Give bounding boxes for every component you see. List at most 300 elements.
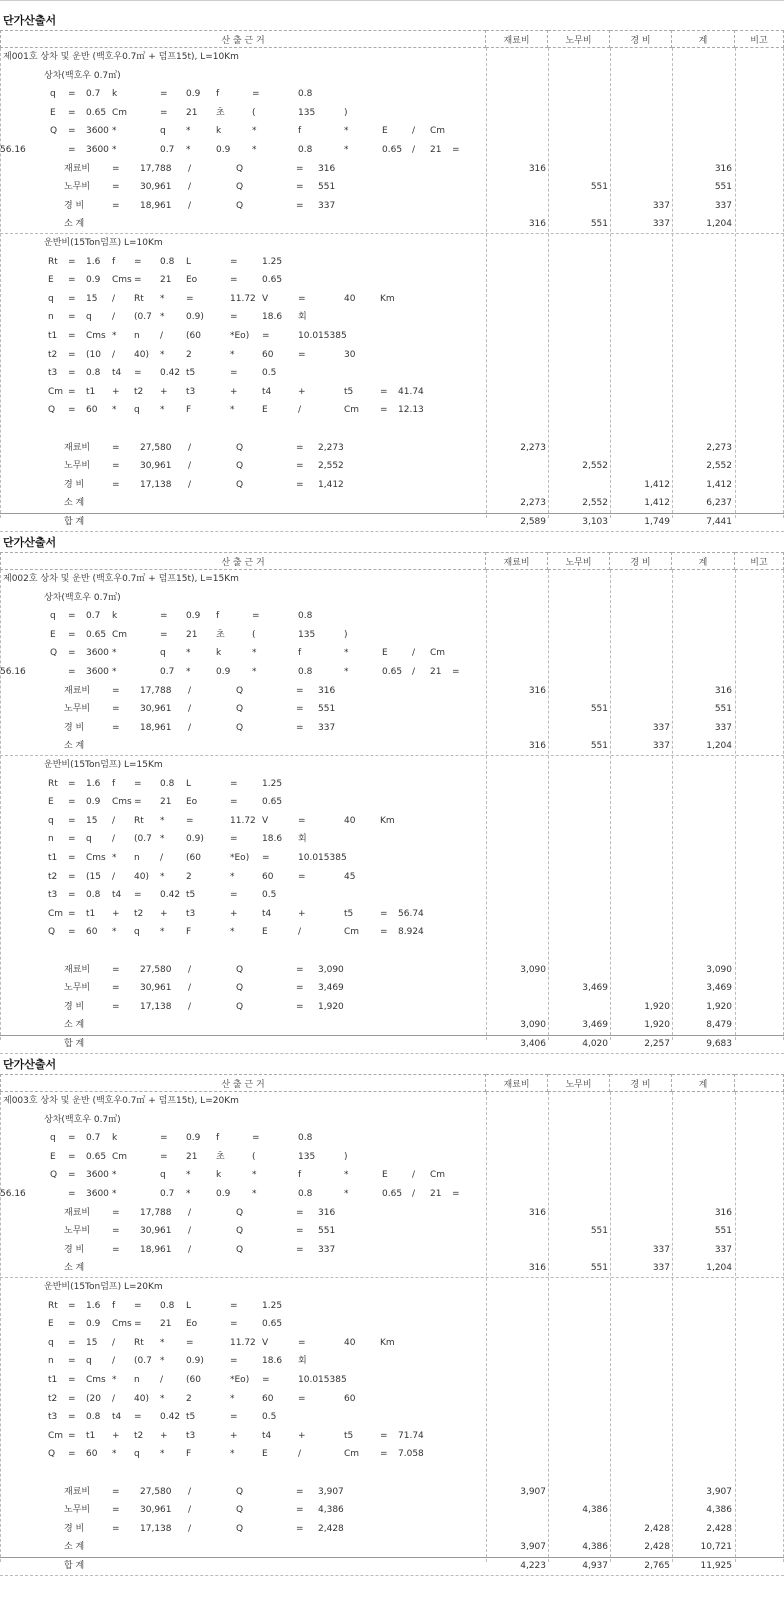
cost-formula-token: / [188, 704, 192, 715]
formula-token: = [452, 1189, 460, 1199]
formula-token: t3 [186, 1430, 196, 1441]
cost-formula-token: = [296, 704, 304, 715]
formula-token: f [298, 126, 302, 137]
formula-token: 3600 [86, 1170, 109, 1181]
formula-token: 회 [298, 1356, 307, 1367]
amount-tot: 337 [714, 722, 732, 733]
formula-token: = [68, 1151, 76, 1162]
formula-token: * [186, 667, 191, 677]
formula-token: q [50, 611, 56, 622]
cost-formula-token: = [112, 1207, 120, 1218]
cost-formula-token: = [112, 1226, 120, 1237]
formula-token: 회 [298, 312, 307, 323]
formula-token: 135 [298, 107, 316, 118]
formula-token: = [262, 853, 270, 863]
header-material: 재료비 [486, 30, 548, 48]
formula-token: 40) [134, 349, 149, 360]
formula-token: (15 [86, 871, 101, 882]
header-total: 계 [672, 30, 735, 48]
cost-formula-token: / [188, 163, 192, 174]
formula-token: t1 [86, 908, 96, 919]
formula-token: V [262, 293, 269, 304]
formula-token: 0.9 [186, 89, 201, 100]
formula-token: 0.42 [160, 368, 181, 379]
formula-token: k [216, 648, 222, 659]
formula-token: 2 [186, 349, 192, 360]
formula-token: 60 [344, 1393, 356, 1404]
formula-token: 60 [86, 405, 98, 416]
formula-token: F [186, 405, 192, 416]
cost-formula-token: = [296, 685, 304, 696]
formula-token: Cm [430, 1170, 446, 1181]
amount-tot: 3,469 [706, 983, 732, 994]
formula-token: = [230, 778, 238, 789]
formula-token: / [112, 834, 116, 845]
formula-token: 0.8 [86, 368, 101, 379]
formula-token: 8.924 [398, 927, 424, 938]
amount-mat: 316 [528, 1207, 546, 1218]
cost-formula-token: = [112, 479, 120, 490]
load-section-label: 상차(백호우 0.7㎥) [44, 592, 121, 603]
cost-formula-token: Q [236, 1523, 244, 1534]
header-basis: 산 출 근 거 [0, 1074, 486, 1092]
subtotal-label: 소 계 [64, 1020, 85, 1031]
formula-token: * [160, 927, 165, 938]
cost-formula-token: / [188, 722, 192, 733]
formula-token: f [112, 256, 116, 267]
formula-token: Cms [86, 331, 106, 341]
formula-token: + [230, 908, 238, 919]
cost-formula-token: 27,580 [140, 964, 172, 975]
sheet-title: 단가산출서 [3, 1058, 57, 1071]
subtotal-label: 소 계 [64, 741, 85, 752]
column-divider [672, 48, 673, 518]
formula-token: * [252, 667, 257, 677]
formula-token: = [68, 1170, 76, 1181]
formula-token: f [298, 1170, 302, 1181]
cost-formula-token: 27,580 [140, 1486, 172, 1497]
formula-token: = [380, 1430, 388, 1441]
column-divider [610, 48, 611, 518]
formula-token: + [160, 1430, 168, 1441]
formula-token: Km [380, 1337, 395, 1348]
formula-token: t3 [48, 890, 58, 901]
cost-formula-token: 30,961 [140, 461, 172, 472]
formula-token: = [68, 890, 76, 901]
amount-tot: 2,552 [706, 461, 732, 472]
formula-token: = [68, 1189, 76, 1199]
cost-formula-token: 30,961 [140, 1226, 172, 1237]
cost-formula-token: / [188, 1523, 192, 1534]
column-divider [0, 570, 1, 1040]
formula-token: + [112, 908, 120, 919]
formula-token: / [112, 293, 116, 304]
formula-token: 21 [430, 1189, 442, 1199]
formula-token: 0.65 [86, 629, 107, 640]
subtotal-mat: 316 [528, 1263, 546, 1274]
cost-formula-token: Q [236, 200, 244, 211]
formula-token: 56.16 [0, 145, 26, 155]
formula-token: 초 [216, 107, 225, 118]
formula-token: = [298, 1337, 306, 1348]
formula-token: * [112, 853, 117, 863]
formula-token: 0.8 [298, 89, 313, 100]
formula-token: 21 [430, 145, 442, 155]
total-divider [0, 1035, 784, 1036]
formula-token: = [134, 797, 142, 808]
cost-formula-token: / [188, 964, 192, 975]
formula-token: n [48, 834, 54, 845]
formula-token: *Eo) [230, 331, 250, 341]
amount-tot: 551 [714, 1226, 732, 1237]
formula-token: * [252, 145, 257, 155]
header-total: 계 [672, 552, 735, 570]
cost-formula-token: = [296, 461, 304, 472]
cost-formula-token: 경 비 [64, 1001, 85, 1012]
formula-token: 2 [186, 871, 192, 882]
formula-token: t2 [48, 871, 58, 882]
formula-token: 56.16 [0, 667, 26, 677]
formula-token: + [230, 386, 238, 397]
grand-total-label: 합 계 [64, 517, 85, 527]
formula-token: 0.9) [186, 1356, 204, 1367]
formula-token: * [252, 648, 257, 659]
formula-token: = [262, 1375, 270, 1385]
formula-token: * [112, 405, 117, 416]
formula-token: = [68, 1300, 76, 1311]
formula-token: * [112, 927, 117, 938]
formula-token: = [230, 890, 238, 901]
formula-token: Cm [112, 1151, 128, 1162]
formula-token: 0.8 [160, 778, 175, 789]
subtotal-tot: 1,204 [706, 741, 732, 752]
formula-token: = [68, 797, 76, 808]
formula-token: = [68, 256, 76, 267]
formula-token: = [68, 1319, 76, 1330]
formula-token: = [160, 89, 168, 100]
formula-token: 40) [134, 871, 149, 882]
formula-token: n [134, 853, 140, 863]
formula-token: / [412, 1189, 416, 1199]
formula-token: = [230, 1356, 238, 1367]
formula-token: 0.5 [262, 368, 277, 379]
formula-token: Q [50, 1170, 58, 1181]
subtotal-mat: 316 [528, 741, 546, 752]
formula-token: ) [344, 629, 348, 640]
cost-formula-token: 17,138 [140, 1001, 172, 1012]
formula-token: + [298, 908, 306, 919]
subtotal-tot: 1,204 [706, 219, 732, 230]
formula-token: n [134, 331, 140, 341]
formula-token: 15 [86, 293, 98, 304]
formula-token: t2 [134, 908, 144, 919]
cost-formula-token: = [112, 983, 120, 994]
total-divider [0, 513, 784, 514]
formula-token: 0.7 [86, 89, 101, 100]
formula-token: + [230, 1430, 238, 1441]
formula-token: / [160, 853, 164, 863]
formula-token: ) [344, 107, 348, 118]
formula-token: (0.7 [134, 312, 152, 323]
formula-token: * [160, 1337, 165, 1348]
formula-token: q [86, 1356, 92, 1367]
cost-formula-token: = [296, 983, 304, 994]
formula-token: Cm [344, 927, 360, 938]
subtotal-mat: 2,273 [520, 498, 546, 509]
section-divider [0, 1277, 784, 1278]
formula-token: t1 [86, 1430, 96, 1441]
column-divider [486, 570, 487, 1040]
formula-token: / [412, 648, 416, 659]
formula-token: 0.42 [160, 1412, 181, 1423]
formula-token: Eo [186, 275, 198, 286]
formula-token: = [134, 778, 142, 789]
column-divider [735, 570, 736, 1040]
formula-token: 3600 [86, 145, 109, 155]
formula-token: = [230, 256, 238, 267]
formula-token: * [112, 1189, 117, 1199]
formula-token: * [252, 1170, 257, 1181]
subtotal-tot: 1,204 [706, 1263, 732, 1274]
formula-token: / [160, 1375, 164, 1385]
formula-token: Q [48, 927, 56, 938]
formula-token: 40 [344, 815, 356, 826]
formula-token: = [68, 834, 76, 845]
cost-formula-token: 18,961 [140, 200, 172, 211]
subtotal-exp: 1,412 [644, 498, 670, 509]
grand-total-tot: 7,441 [706, 517, 732, 527]
formula-token: = [298, 815, 306, 826]
formula-token: Eo [186, 1319, 198, 1330]
formula-token: (60 [186, 853, 201, 863]
cost-formula-token: 노무비 [64, 182, 91, 193]
formula-token: 0.9 [186, 611, 201, 622]
grand-total-tot: 11,925 [700, 1561, 732, 1571]
section-divider [0, 755, 784, 756]
formula-token: * [112, 126, 117, 137]
formula-token: Q [50, 126, 58, 137]
formula-token: t2 [134, 1430, 144, 1441]
cost-formula-token: Q [236, 1486, 244, 1497]
amount-exp: 2,428 [644, 1523, 670, 1534]
formula-token: Cms [112, 797, 132, 808]
formula-token: t4 [262, 908, 272, 919]
formula-token: * [160, 349, 165, 360]
header-basis: 산 출 근 거 [0, 552, 486, 570]
cost-formula-token: 316 [318, 1207, 336, 1218]
formula-token: = [68, 349, 76, 360]
formula-token: = [68, 667, 76, 677]
amount-lab: 551 [590, 704, 608, 715]
formula-token: 0.9 [86, 1319, 101, 1330]
amount-exp: 337 [652, 1244, 670, 1255]
formula-token: 3600 [86, 667, 109, 677]
cost-formula-token: 재료비 [64, 163, 91, 174]
grand-total-lab: 3,103 [582, 517, 608, 527]
formula-token: E [262, 927, 268, 938]
item-title: 제001호 상차 및 운반 (백호우0.7㎥ + 덤프15t), L=10Km [3, 52, 239, 62]
formula-token: q [134, 1449, 140, 1460]
cost-formula-token: / [188, 685, 192, 696]
formula-token: / [298, 1449, 302, 1460]
formula-token: 71.74 [398, 1430, 424, 1441]
column-divider [548, 570, 549, 1040]
formula-token: = [380, 1449, 388, 1460]
formula-token: Cms [86, 1375, 106, 1385]
cost-formula-token: 경 비 [64, 479, 85, 490]
amount-mat: 3,907 [520, 1486, 546, 1497]
cost-formula-token: / [188, 1001, 192, 1012]
cost-formula-token: / [188, 1244, 192, 1255]
formula-token: t4 [262, 1430, 272, 1441]
grand-total-mat: 2,589 [520, 517, 546, 527]
item-title: 제002호 상차 및 운반 (백호우0.7㎥ + 덤프15t), L=15Km [3, 574, 239, 584]
cost-formula-token: 경 비 [64, 200, 85, 211]
formula-token: / [412, 126, 416, 137]
formula-token: 0.65 [86, 107, 107, 118]
column-divider [548, 1092, 549, 1562]
cost-formula-token: Q [236, 1207, 244, 1218]
formula-token: 135 [298, 629, 316, 640]
formula-token: = [380, 927, 388, 938]
formula-token: * [230, 1393, 235, 1404]
cost-formula-token: = [296, 1207, 304, 1218]
formula-token: (60 [186, 331, 201, 341]
formula-token: q [160, 648, 166, 659]
column-divider [0, 48, 1, 518]
formula-token: 11.72 [230, 1337, 256, 1348]
formula-token: E [382, 648, 388, 659]
cost-formula-token: = [296, 1505, 304, 1516]
formula-token: 15 [86, 815, 98, 826]
formula-token: = [252, 89, 260, 100]
column-divider [735, 48, 736, 518]
amount-tot: 1,412 [706, 479, 732, 490]
cost-formula-token: = [112, 685, 120, 696]
header-expense: 경 비 [610, 1074, 672, 1092]
formula-token: * [230, 927, 235, 938]
grand-total-label: 합 계 [64, 1039, 85, 1049]
formula-token: 0.7 [160, 145, 175, 155]
formula-token: V [262, 1337, 269, 1348]
cost-formula-token: 노무비 [64, 983, 91, 994]
formula-token: / [112, 1356, 116, 1367]
cost-formula-token: Q [236, 964, 244, 975]
formula-token: = [68, 629, 76, 640]
formula-token: Cms [112, 275, 132, 286]
grand-total-mat: 4,223 [520, 1561, 546, 1571]
formula-token: = [68, 611, 76, 622]
formula-token: = [68, 853, 76, 863]
cost-formula-token: = [112, 722, 120, 733]
formula-token: 0.9 [216, 1189, 231, 1199]
cost-formula-token: / [188, 1207, 192, 1218]
amount-tot: 316 [714, 163, 732, 174]
formula-token: f [216, 611, 220, 622]
formula-token: Km [380, 815, 395, 826]
formula-token: = [68, 1133, 76, 1144]
cost-formula-token: Q [236, 442, 244, 453]
formula-token: * [186, 1170, 191, 1181]
formula-token: 0.7 [160, 667, 175, 677]
formula-token: t5 [186, 890, 196, 901]
header-labor: 노무비 [548, 1074, 610, 1092]
haul-section-label: 운반비(15Ton덤프) L=15Km [44, 760, 163, 770]
cost-formula-token: = [296, 1244, 304, 1255]
subtotal-label: 소 계 [64, 1542, 85, 1553]
formula-token: * [344, 648, 349, 659]
header-labor: 노무비 [548, 30, 610, 48]
section-bottom [0, 1053, 784, 1054]
column-divider [0, 1092, 1, 1562]
formula-token: = [380, 386, 388, 397]
formula-token: 1.6 [86, 778, 101, 789]
formula-token: Q [48, 1449, 56, 1460]
formula-token: * [160, 1393, 165, 1404]
formula-token: t5 [344, 386, 354, 397]
formula-token: * [186, 145, 191, 155]
cost-formula-token: = [112, 964, 120, 975]
amount-tot: 1,920 [706, 1001, 732, 1012]
amount-lab: 551 [590, 182, 608, 193]
header-material: 재료비 [486, 1074, 548, 1092]
formula-token: 60 [262, 1393, 274, 1404]
cost-formula-token: = [296, 479, 304, 490]
header-basis: 산 출 근 거 [0, 30, 486, 48]
cost-formula-token: / [188, 1486, 192, 1497]
formula-token: Km [380, 293, 395, 304]
load-section-label: 상차(백호우 0.7㎥) [44, 70, 121, 81]
formula-token: * [160, 871, 165, 882]
formula-token: * [186, 1189, 191, 1199]
formula-token: Cm [48, 386, 64, 397]
formula-token: = [160, 629, 168, 640]
formula-token: = [68, 312, 76, 323]
formula-token: t2 [48, 1393, 58, 1404]
formula-token: f [112, 778, 116, 789]
formula-token: q [160, 1170, 166, 1181]
formula-token: 0.65 [382, 1189, 403, 1199]
formula-token: Q [50, 648, 58, 659]
formula-token: q [134, 927, 140, 938]
formula-token: Eo [186, 797, 198, 808]
column-divider [486, 48, 487, 518]
header-note [735, 1074, 784, 1092]
formula-token: = [68, 908, 76, 919]
formula-token: = [452, 667, 460, 677]
formula-token: Cm [344, 405, 360, 416]
cost-formula-token: 551 [318, 182, 336, 193]
formula-token: Rt [48, 1300, 58, 1311]
formula-token: q [48, 1337, 54, 1348]
cost-formula-token: / [188, 182, 192, 193]
formula-token: 0.8 [298, 145, 313, 155]
cost-formula-token: 337 [318, 1244, 336, 1255]
formula-token: Rt [134, 815, 144, 826]
formula-token: 0.7 [86, 1133, 101, 1144]
cost-formula-token: 551 [318, 704, 336, 715]
formula-token: + [160, 908, 168, 919]
formula-token: q [86, 834, 92, 845]
formula-token: 1.25 [262, 1300, 283, 1311]
formula-token: = [160, 611, 168, 622]
formula-token: k [112, 1133, 118, 1144]
formula-token: = [134, 890, 142, 901]
formula-token: t4 [112, 890, 122, 901]
formula-token: 18.6 [262, 1356, 283, 1367]
amount-exp: 337 [652, 722, 670, 733]
formula-token: Rt [48, 778, 58, 789]
